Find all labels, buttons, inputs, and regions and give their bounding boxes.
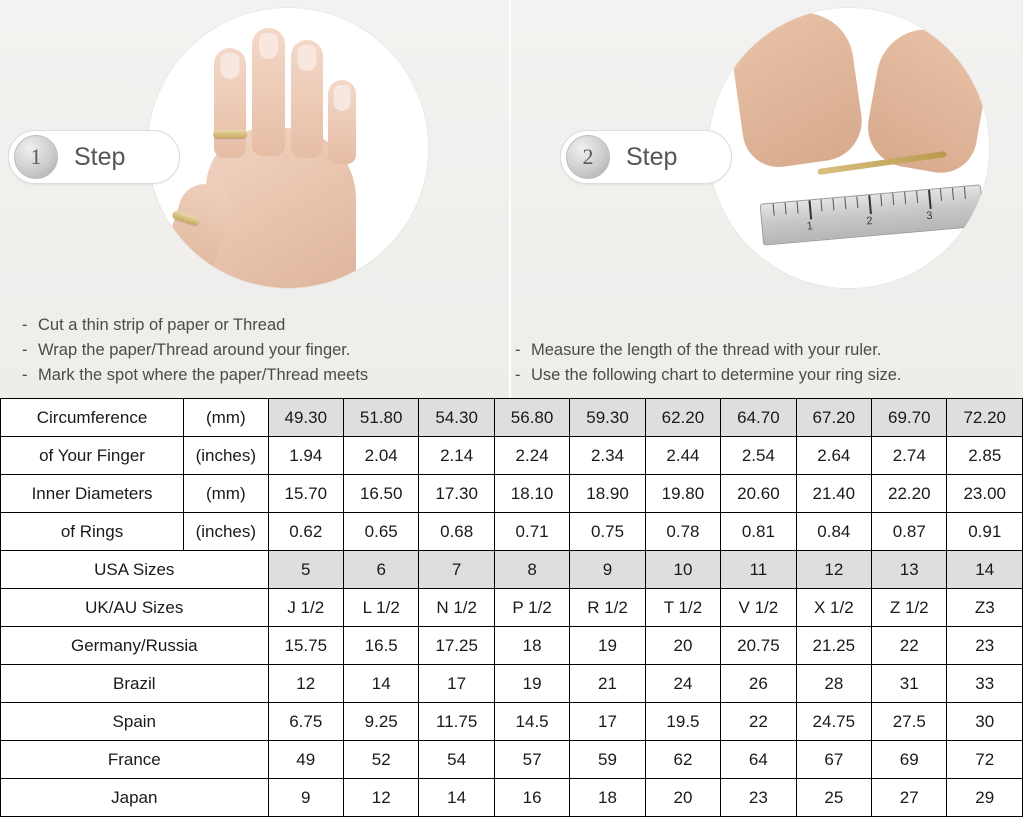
steps-area xyxy=(0,0,1023,398)
fingernail xyxy=(334,85,351,111)
table-cell: 22.20 xyxy=(872,475,947,513)
table-cell: 18 xyxy=(570,779,645,817)
table-cell: 72.20 xyxy=(947,399,1023,437)
table-cell: 12 xyxy=(796,551,871,589)
instruction-line xyxy=(515,363,1015,388)
table-cell: 20 xyxy=(645,779,720,817)
table-cell: 2.85 xyxy=(947,437,1023,475)
table-row xyxy=(1,665,1023,703)
table-cell: J 1/2 xyxy=(268,589,343,627)
table-cell: 2.34 xyxy=(570,437,645,475)
table-cell: 0.68 xyxy=(419,513,494,551)
bullet-dash: - xyxy=(22,316,28,334)
table-cell: 0.65 xyxy=(343,513,418,551)
table-row xyxy=(1,551,1023,589)
table-cell: 52 xyxy=(343,741,418,779)
table-cell: 67.20 xyxy=(796,399,871,437)
table-cell: 18.90 xyxy=(570,475,645,513)
table-cell: 64 xyxy=(721,741,796,779)
instruction-text: Use the following chart to determine your ring size. xyxy=(531,366,902,384)
table-cell: 14.5 xyxy=(494,703,569,741)
table-cell: 59.30 xyxy=(570,399,645,437)
table-row xyxy=(1,475,1023,513)
table-cell: T 1/2 xyxy=(645,589,720,627)
table-cell: 0.81 xyxy=(721,513,796,551)
table-cell: 23 xyxy=(721,779,796,817)
table-cell: 16.5 xyxy=(343,627,418,665)
ruler-shape xyxy=(760,184,985,245)
table-cell: 69.70 xyxy=(872,399,947,437)
table-cell: 23.00 xyxy=(947,475,1023,513)
fingernail xyxy=(220,53,239,79)
table-cell: 64.70 xyxy=(721,399,796,437)
table-cell: 57 xyxy=(494,741,569,779)
table-cell: 14 xyxy=(947,551,1023,589)
table-cell: 0.84 xyxy=(796,513,871,551)
table-cell: 6.75 xyxy=(268,703,343,741)
table-cell: 18 xyxy=(494,627,569,665)
row-label: Circumference xyxy=(1,399,184,437)
row-label: UK/AU Sizes xyxy=(1,589,269,627)
table-cell: 0.62 xyxy=(268,513,343,551)
table-cell: 12 xyxy=(343,779,418,817)
table-cell: 27 xyxy=(872,779,947,817)
table-row xyxy=(1,399,1023,437)
hand-illustration xyxy=(148,8,428,288)
row-unit: (inches) xyxy=(184,513,268,551)
table-cell: 11.75 xyxy=(419,703,494,741)
table-cell: 31 xyxy=(872,665,947,703)
table-cell: 14 xyxy=(343,665,418,703)
table-cell: 67 xyxy=(796,741,871,779)
table-cell: 0.78 xyxy=(645,513,720,551)
step-2-instructions xyxy=(515,338,1015,388)
table-cell: 13 xyxy=(872,551,947,589)
table-cell: 0.87 xyxy=(872,513,947,551)
instruction-line xyxy=(515,338,1015,363)
row-label: Brazil xyxy=(1,665,269,703)
table-cell: 72 xyxy=(947,741,1023,779)
table-cell: 54 xyxy=(419,741,494,779)
table-cell: 15.70 xyxy=(268,475,343,513)
bullet-dash: - xyxy=(515,366,521,384)
table-cell: 10 xyxy=(645,551,720,589)
table-cell: 2.74 xyxy=(872,437,947,475)
fingernail xyxy=(297,45,316,71)
table-cell: 2.24 xyxy=(494,437,569,475)
table-cell: V 1/2 xyxy=(721,589,796,627)
table-cell: 16.50 xyxy=(343,475,418,513)
table-cell: 12 xyxy=(268,665,343,703)
table-cell: 62 xyxy=(645,741,720,779)
table-cell: 1.94 xyxy=(268,437,343,475)
table-cell: 19.80 xyxy=(645,475,720,513)
ruler-number: 3 xyxy=(925,209,933,223)
fingernail xyxy=(259,33,279,59)
step-panel-2 xyxy=(511,0,1022,398)
table-row xyxy=(1,437,1023,475)
instruction-text: Cut a thin strip of paper or Thread xyxy=(38,316,286,334)
table-cell: 15.75 xyxy=(268,627,343,665)
table-cell: 49.30 xyxy=(268,399,343,437)
row-unit: (mm) xyxy=(184,399,268,437)
table-cell: 2.64 xyxy=(796,437,871,475)
table-cell: 22 xyxy=(872,627,947,665)
table-cell: 11 xyxy=(721,551,796,589)
finger-ring xyxy=(291,40,323,158)
row-label: of Rings xyxy=(1,513,184,551)
step-panel-1 xyxy=(0,0,511,398)
table-row xyxy=(1,741,1023,779)
table-cell: 30 xyxy=(947,703,1023,741)
table-cell: 21 xyxy=(570,665,645,703)
step-1-instructions xyxy=(22,313,492,388)
left-hand-shape xyxy=(727,8,867,172)
bullet-dash: - xyxy=(22,366,28,384)
table-cell: 18.10 xyxy=(494,475,569,513)
table-cell: 14 xyxy=(419,779,494,817)
table-cell: 69 xyxy=(872,741,947,779)
table-cell: 24 xyxy=(645,665,720,703)
table-cell: 20 xyxy=(645,627,720,665)
table-cell: 62.20 xyxy=(645,399,720,437)
step-2-photo xyxy=(709,8,989,288)
step-1-label: Step xyxy=(74,142,126,171)
table-cell: 19.5 xyxy=(645,703,720,741)
table-cell: 17 xyxy=(570,703,645,741)
table-row xyxy=(1,703,1023,741)
table-cell: 29 xyxy=(947,779,1023,817)
table-cell: 49 xyxy=(268,741,343,779)
table-cell: X 1/2 xyxy=(796,589,871,627)
table-cell: 17.30 xyxy=(419,475,494,513)
step-2-label: Step xyxy=(626,142,678,171)
table-cell: 54.30 xyxy=(419,399,494,437)
step-1-photo xyxy=(148,8,428,288)
ruler-number: 2 xyxy=(866,214,874,228)
table-cell: 17 xyxy=(419,665,494,703)
finger-pinky xyxy=(328,80,356,164)
bullet-dash: - xyxy=(515,341,521,359)
table-cell: 56.80 xyxy=(494,399,569,437)
table-cell: 28 xyxy=(796,665,871,703)
table-row xyxy=(1,779,1023,817)
table-cell: 19 xyxy=(494,665,569,703)
table-cell: 2.44 xyxy=(645,437,720,475)
instruction-line xyxy=(22,363,492,388)
ring-on-finger xyxy=(213,130,247,138)
table-row xyxy=(1,627,1023,665)
table-cell: 0.71 xyxy=(494,513,569,551)
table-cell: P 1/2 xyxy=(494,589,569,627)
table-cell: 24.75 xyxy=(796,703,871,741)
table-cell: 8 xyxy=(494,551,569,589)
table-cell: 26 xyxy=(721,665,796,703)
table-cell: 2.14 xyxy=(419,437,494,475)
table-cell: 2.54 xyxy=(721,437,796,475)
step-1-number: 1 xyxy=(14,135,58,179)
table-cell: 9 xyxy=(570,551,645,589)
instruction-line xyxy=(22,338,492,363)
table-cell: 33 xyxy=(947,665,1023,703)
finger-middle xyxy=(252,28,285,156)
table-cell: 20.75 xyxy=(721,627,796,665)
table-row xyxy=(1,513,1023,551)
table-cell: 19 xyxy=(570,627,645,665)
finger-index xyxy=(214,48,246,158)
instruction-text: Wrap the paper/Thread around your finger. xyxy=(38,341,351,359)
table-cell: 27.5 xyxy=(872,703,947,741)
table-cell: 59 xyxy=(570,741,645,779)
row-label: Germany/Russia xyxy=(1,627,269,665)
table-cell: 51.80 xyxy=(343,399,418,437)
ring-size-table xyxy=(0,398,1023,817)
instruction-line xyxy=(22,313,492,338)
row-label: of Your Finger xyxy=(1,437,184,475)
table-cell: 25 xyxy=(796,779,871,817)
row-label: Japan xyxy=(1,779,269,817)
table-cell: Z3 xyxy=(947,589,1023,627)
table-cell: 23 xyxy=(947,627,1023,665)
table-cell: 0.91 xyxy=(947,513,1023,551)
row-label: Inner Diameters xyxy=(1,475,184,513)
row-label: France xyxy=(1,741,269,779)
row-unit: (inches) xyxy=(184,437,268,475)
ruler-number: 1 xyxy=(806,220,814,233)
table-cell: 22 xyxy=(721,703,796,741)
step-2-badge xyxy=(560,130,732,184)
table-row xyxy=(1,589,1023,627)
table-cell: 7 xyxy=(419,551,494,589)
ruler-illustration xyxy=(709,8,989,288)
table-cell: 16 xyxy=(494,779,569,817)
table-cell: 2.04 xyxy=(343,437,418,475)
instruction-text: Mark the spot where the paper/Thread meets xyxy=(38,366,369,384)
bullet-dash: - xyxy=(22,341,28,359)
table-cell: R 1/2 xyxy=(570,589,645,627)
table-cell: 21.25 xyxy=(796,627,871,665)
instruction-text: Measure the length of the thread with your ruler. xyxy=(531,341,882,359)
table-cell: 9 xyxy=(268,779,343,817)
row-unit: (mm) xyxy=(184,475,268,513)
step-1-badge xyxy=(8,130,180,184)
row-label: Spain xyxy=(1,703,269,741)
table-cell: 21.40 xyxy=(796,475,871,513)
table-cell: 20.60 xyxy=(721,475,796,513)
table-cell: N 1/2 xyxy=(419,589,494,627)
table-cell: 6 xyxy=(343,551,418,589)
table-cell: L 1/2 xyxy=(343,589,418,627)
row-label: USA Sizes xyxy=(1,551,269,589)
table-cell: Z 1/2 xyxy=(872,589,947,627)
step-2-number: 2 xyxy=(566,135,610,179)
table-cell: 17.25 xyxy=(419,627,494,665)
table-cell: 5 xyxy=(268,551,343,589)
table-cell: 9.25 xyxy=(343,703,418,741)
table-cell: 0.75 xyxy=(570,513,645,551)
